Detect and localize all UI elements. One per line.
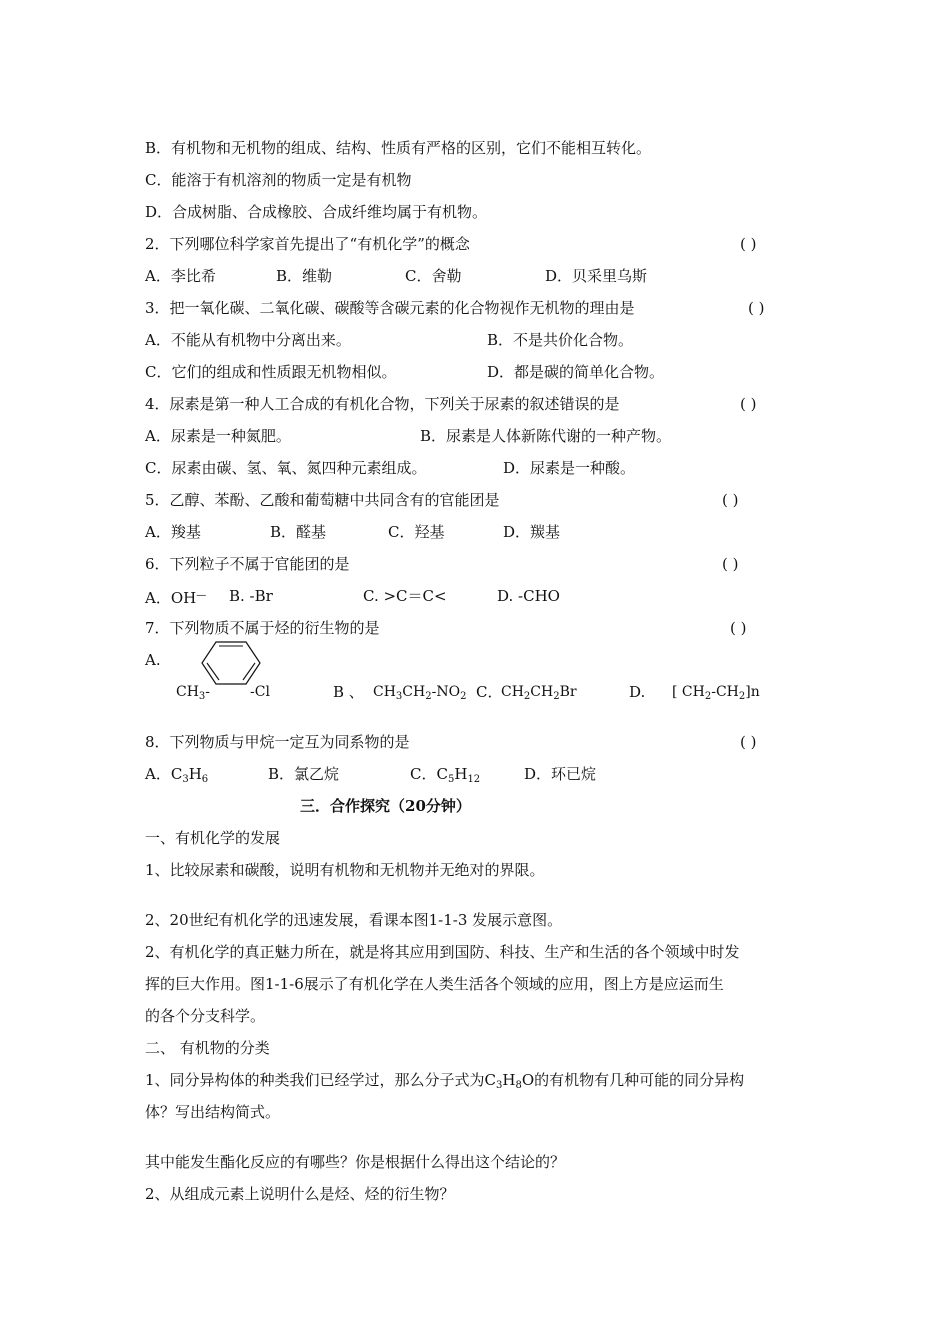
q3-answer-paren: ( ) bbox=[748, 299, 765, 317]
q8-option-b: B．氯乙烷 bbox=[268, 765, 340, 783]
section-3-paragraph-3-line-2: 挥的巨大作用。图1-1-6展示了有机化学在人类生活各个领域的应用，图上方是应运而生 bbox=[145, 975, 724, 993]
q3-option-c: C．它们的组成和性质跟无机物相似。 bbox=[145, 363, 397, 381]
q4-stem: 4．尿素是第一种人工合成的有机化合物，下列关于尿素的叙述错误的是 bbox=[145, 395, 620, 413]
section-3-paragraph-6: 2、从组成元素上说明什么是烃、烃的衍生物？ bbox=[145, 1185, 455, 1203]
q7-option-a-label: A. bbox=[145, 651, 161, 669]
q2-option-a: A．李比希 bbox=[145, 267, 216, 285]
section-3-heading: 三．合作探究（20分钟） bbox=[300, 797, 471, 815]
q4-option-a: A．尿素是一种氮肥。 bbox=[145, 427, 291, 445]
q6-option-d: D. -CHO bbox=[497, 587, 560, 605]
q4-option-b: B．尿素是人体新陈代谢的一种产物。 bbox=[420, 427, 672, 445]
q7-option-a-chloro: -Cl bbox=[250, 684, 270, 700]
section-3-paragraph-4-line-1: 1、同分异构体的种类我们已经学过，那么分子式为$C_3H_8O$的有机物有几种可能的同分异构 bbox=[145, 1071, 745, 1091]
q6-stem: 6．下列粒子不属于官能团的是 bbox=[145, 555, 350, 573]
q3-option-d: D．都是碳的简单化合物。 bbox=[487, 363, 665, 381]
q8-option-d: D．环已烷 bbox=[524, 765, 597, 783]
q7-stem: 7．下列物质不属于烃的衍生物的是 bbox=[145, 619, 380, 637]
section-3-paragraph-5: 其中能发生酯化反应的有哪些？你是根据什么得出这个结论的？ bbox=[145, 1153, 566, 1171]
q6-option-c: C. >C＝C< bbox=[363, 587, 447, 605]
q1-option-d: D．合成树脂、合成橡胶、合成纤维均属于有机物。 bbox=[145, 203, 488, 221]
section-3-paragraph-3-line-3: 的各个分支科学。 bbox=[145, 1007, 266, 1025]
q6-answer-paren: ( ) bbox=[722, 555, 739, 573]
q3-option-a: A．不能从有机物中分离出来。 bbox=[145, 331, 351, 349]
q7-option-c-label: C． bbox=[476, 683, 503, 701]
section-3-paragraph-2: 2、20世纪有机化学的迅速发展，看课本图1-1-3 发展示意图。 bbox=[145, 911, 563, 929]
q8-option-c: C．$C_5H_{12}$ bbox=[410, 765, 481, 785]
q7-option-b-label: B 、 bbox=[333, 683, 364, 701]
q5-option-b: B．醛基 bbox=[270, 523, 327, 541]
q7-option-c-formula: $CH_2CH_2Br$ bbox=[501, 684, 577, 702]
q7-answer-paren: ( ) bbox=[730, 619, 747, 637]
q5-option-d: D．羰基 bbox=[503, 523, 561, 541]
q8-answer-paren: ( ) bbox=[740, 733, 757, 751]
q4-option-c: C．尿素由碳、氢、氧、氮四种元素组成。 bbox=[145, 459, 427, 477]
q7-option-b-formula: $CH_3CH_2-NO_2$ bbox=[373, 684, 467, 702]
benzene-ring-icon bbox=[200, 640, 262, 686]
q5-answer-paren: ( ) bbox=[722, 491, 739, 509]
q1-option-c: C．能溶于有机溶剂的物质一定是有机物 bbox=[145, 171, 412, 189]
q4-option-d: D．尿素是一种酸。 bbox=[503, 459, 636, 477]
q1-option-b: B．有机物和无机物的组成、结构、性质有严格的区别，它们不能相互转化。 bbox=[145, 139, 652, 157]
q5-option-c: C．羟基 bbox=[388, 523, 445, 541]
q2-stem: 2．下列哪位科学家首先提出了“有机化学”的概念 bbox=[145, 235, 470, 253]
q3-stem: 3．把一氧化碳、二氧化碳、碳酸等含碳元素的化合物视作无机物的理由是 bbox=[145, 299, 635, 317]
q7-option-a-methyl: $CH_3-$ bbox=[176, 684, 211, 702]
q8-stem: 8．下列物质与甲烷一定互为同系物的是 bbox=[145, 733, 410, 751]
q6-option-b: B. -Br bbox=[229, 587, 273, 605]
q2-answer-paren: ( ) bbox=[740, 235, 757, 253]
q2-option-b: B．维勒 bbox=[276, 267, 333, 285]
q7-option-d-label: D. bbox=[629, 683, 646, 701]
q5-option-a: A．羧基 bbox=[145, 523, 201, 541]
q7-option-d-formula: [ $CH_2-CH_2]n$ bbox=[672, 684, 760, 702]
q2-option-c: C．舍勒 bbox=[405, 267, 462, 285]
section-3-paragraph-1: 1、比较尿素和碳酸，说明有机物和无机物并无绝对的界限。 bbox=[145, 861, 545, 879]
section-3-paragraph-4-line-2: 体？写出结构简式。 bbox=[145, 1103, 281, 1121]
section-3-subheading-1: 一、有机化学的发展 bbox=[145, 829, 281, 847]
q5-stem: 5．乙醇、苯酚、乙酸和葡萄糖中共同含有的官能团是 bbox=[145, 491, 500, 509]
q6-option-a: A．OH— bbox=[145, 589, 207, 607]
q8-option-a: A．$C_3H_6$ bbox=[145, 765, 209, 785]
q4-answer-paren: ( ) bbox=[740, 395, 757, 413]
q3-option-b: B．不是共价化合物。 bbox=[487, 331, 634, 349]
section-3-subheading-2: 二、 有机物的分类 bbox=[145, 1039, 270, 1057]
section-3-paragraph-3-line-1: 2、有机化学的真正魅力所在，就是将其应用到国防、科技、生产和生活的各个领域中时发 bbox=[145, 943, 740, 961]
q2-option-d: D．贝采里乌斯 bbox=[545, 267, 648, 285]
